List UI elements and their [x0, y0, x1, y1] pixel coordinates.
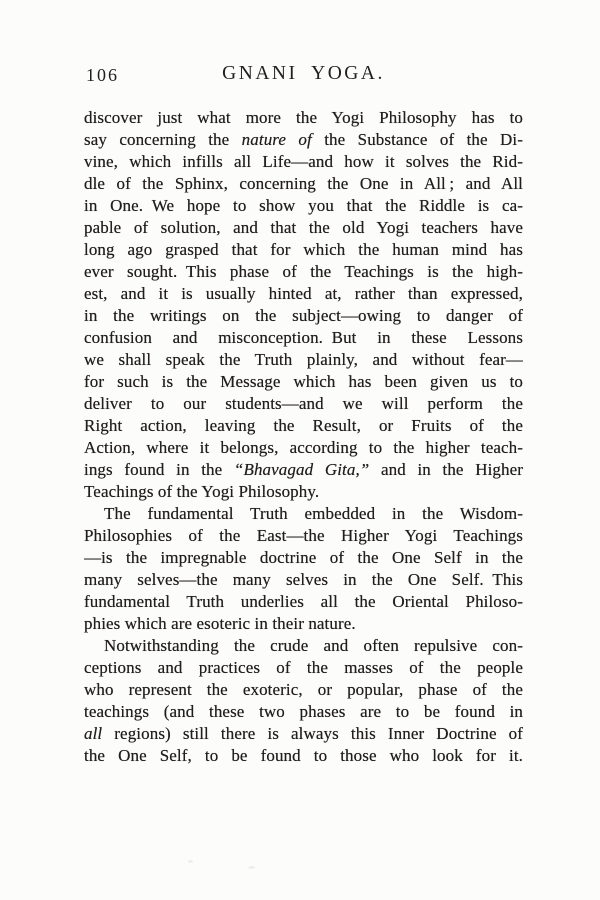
text-segment: regions) still there is always this Inner Doctrine of	[102, 724, 523, 743]
text-line	[84, 437, 523, 459]
text-line	[84, 217, 523, 239]
text-segment: Notwithstanding the crude and often repulsive con-	[104, 636, 523, 655]
text-line	[84, 503, 523, 525]
text-line	[84, 745, 523, 767]
text-segment: dle of the Sphinx, concerning the One in All ; and All	[84, 174, 523, 193]
text-segment: confusion and misconception. But in these Lessons	[84, 328, 523, 347]
text-segment: fundamental Truth underlies all the Oriental Philoso-	[84, 592, 523, 611]
text-segment: ings found in the	[84, 460, 234, 479]
text-segment: for such is the Message which has been given us to	[84, 372, 523, 391]
page-number: 106	[86, 65, 119, 85]
text-segment: —is the impregnable doctrine of the One Self in the	[84, 548, 523, 567]
running-title: GNANI YOGA.	[222, 63, 385, 84]
text-segment: many selves—the many selves in the One Self. This	[84, 570, 523, 589]
text-segment: The fundamental Truth embedded in the Wisdom-	[104, 504, 523, 523]
text-line	[84, 415, 523, 437]
text-line	[84, 481, 523, 503]
italic-text-segment: “Bhavagad Gita,”	[233, 460, 370, 479]
text-segment: est, and it is usually hinted at, rather than expressed,	[84, 284, 523, 303]
text-line	[84, 349, 523, 371]
text-line	[84, 679, 523, 701]
text-segment: long ago grasped that for which the human mind has	[84, 240, 523, 259]
text-line	[84, 239, 523, 261]
text-line	[84, 635, 523, 657]
italic-text-segment: all	[84, 724, 103, 743]
text-block	[84, 107, 523, 767]
text-line	[84, 283, 523, 305]
text-segment: pable of solution, and that the old Yogi teachers have	[84, 218, 523, 237]
text-segment: say concerning the	[84, 130, 242, 149]
text-line	[84, 371, 523, 393]
text-line	[84, 591, 523, 613]
text-line	[84, 657, 523, 679]
text-line	[84, 393, 523, 415]
italic-text-segment: nature of	[241, 130, 312, 149]
text-segment: vine, which infills all Life—and how it solves the Rid-	[84, 152, 523, 171]
text-segment: the One Self, to be found to those who look for it.	[84, 746, 523, 765]
text-segment: we shall speak the Truth plainly, and without fear—	[84, 350, 523, 369]
text-line	[84, 151, 523, 173]
text-line	[84, 173, 523, 195]
text-segment: the Substance of the Di-	[311, 130, 523, 149]
text-line	[84, 547, 523, 569]
text-line	[84, 305, 523, 327]
text-segment: discover just what more the Yogi Philosophy has to	[84, 108, 523, 127]
text-segment: in One. We hope to show you that the Riddle is ca-	[84, 196, 523, 215]
page-header	[84, 63, 523, 87]
text-line	[84, 701, 523, 723]
text-segment: who represent the exoteric, or popular, phase of the	[84, 680, 523, 699]
text-segment: phies which are esoteric in their nature.	[84, 614, 356, 633]
text-segment: Philosophies of the East—the Higher Yogi Teachings	[84, 526, 523, 545]
scan-speck	[188, 860, 193, 863]
text-segment: ever sought. This phase of the Teachings is the high-	[84, 262, 523, 281]
text-line	[84, 525, 523, 547]
scan-speck	[248, 866, 255, 869]
text-line	[84, 723, 523, 745]
text-segment: Teachings of the Yogi Philosophy.	[84, 482, 320, 501]
text-line	[84, 569, 523, 591]
text-line	[84, 613, 523, 635]
text-line	[84, 459, 523, 481]
text-line	[84, 129, 523, 151]
text-line	[84, 195, 523, 217]
text-segment: ceptions and practices of the masses of the people	[84, 658, 523, 677]
text-line	[84, 327, 523, 349]
text-segment: Action, where it belongs, according to the higher teach-	[84, 438, 523, 457]
text-segment: Right action, leaving the Result, or Fruits of the	[84, 416, 523, 435]
text-line	[84, 261, 523, 283]
text-segment: in the writings on the subject—owing to danger of	[84, 306, 523, 325]
text-line	[84, 107, 523, 129]
text-segment: teachings (and these two phases are to be found in	[84, 702, 523, 721]
text-segment: deliver to our students—and we will perform the	[84, 394, 523, 413]
text-segment: and in the Higher	[369, 460, 523, 479]
